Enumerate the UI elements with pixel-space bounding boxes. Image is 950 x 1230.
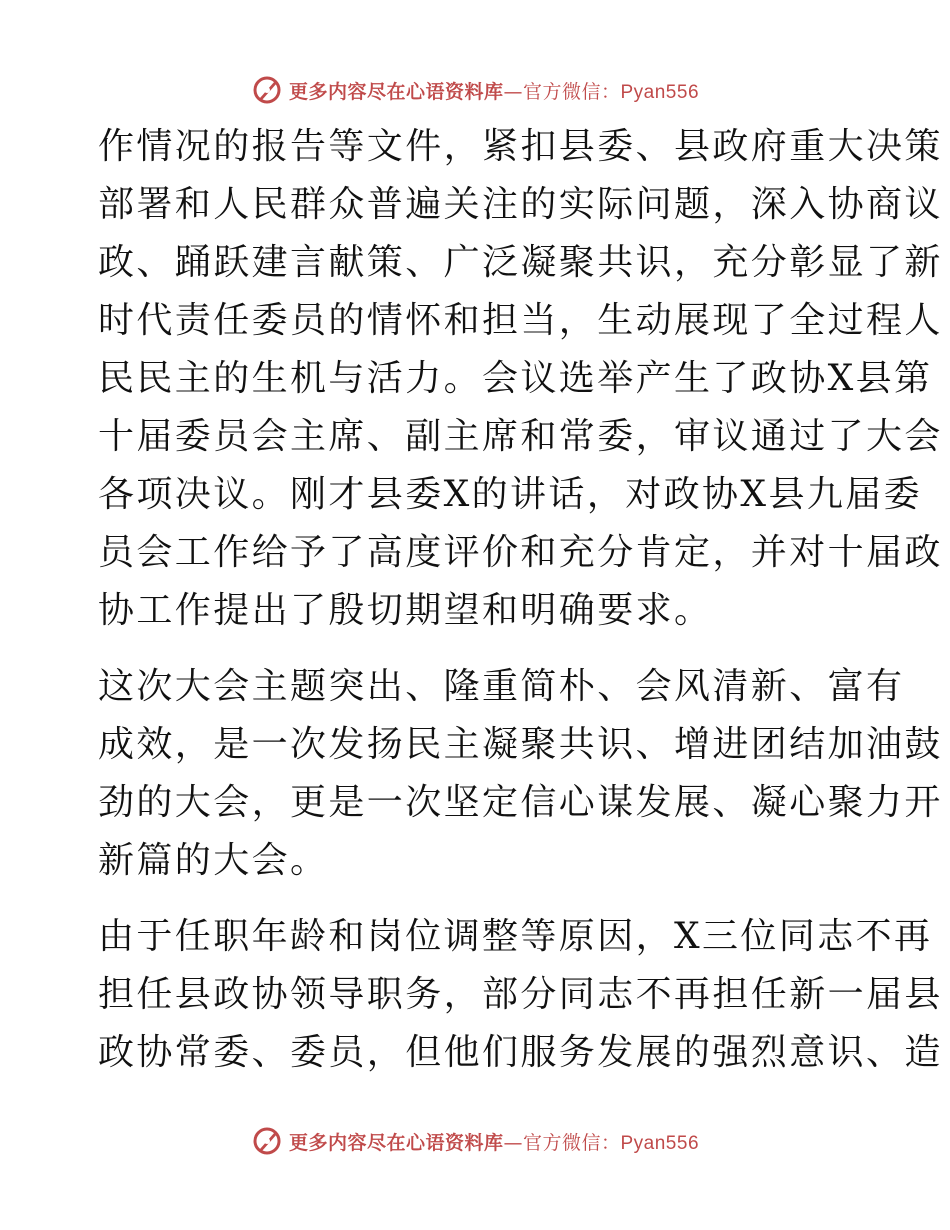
- text-line: 这次大会主题突出、隆重简朴、会风清新、富有: [98, 666, 905, 707]
- text-line: 十届委员会主席、副主席和常委，审议通过了大会: [98, 416, 943, 457]
- watermark-wechat-id: Pyan556: [620, 1132, 700, 1154]
- watermark-text: [289, 77, 699, 104]
- text-line: 作情况的报告等文件，紧扣县委、县政府重大决策: [98, 126, 943, 167]
- text-line: 劲的大会，更是一次坚定信心谋发展、凝心聚力开: [98, 782, 943, 823]
- text-line: 新篇的大会。: [98, 840, 329, 881]
- watermark-dash: —: [503, 80, 523, 103]
- text-line: 民民主的生机与活力。会议选举产生了政协X县第: [98, 358, 933, 399]
- text-line: 由于任职年龄和岗位调整等原因，X三位同志不再: [98, 916, 933, 957]
- watermark-wechat-label: 官方微信：: [522, 80, 621, 103]
- watermark-dash: —: [503, 1131, 523, 1154]
- text-line: 各项决议。刚才县委X的讲话，对政协X县九届委: [98, 474, 923, 515]
- quill-circle-logo-icon: [251, 1125, 283, 1157]
- watermark-brand: 更多内容尽在心语资料库: [288, 80, 504, 103]
- text-line: 担任县政协领导职务，部分同志不再担任新一届县: [98, 974, 943, 1015]
- paragraph: [98, 908, 943, 1082]
- text-line: 时代责任委员的情怀和担当，生动展现了全过程人: [98, 300, 943, 341]
- watermark-wechat-id: Pyan556: [620, 81, 700, 103]
- paragraph: [98, 118, 943, 640]
- footer-watermark: [0, 1121, 950, 1161]
- quill-circle-logo-icon: [251, 74, 283, 106]
- paragraph-spacer: [98, 890, 858, 908]
- text-line: 部署和人民群众普遍关注的实际问题，深入协商议: [98, 184, 943, 225]
- text-line: 员会工作给予了高度评价和充分肯定，并对十届政: [98, 532, 943, 573]
- text-line: 成效，是一次发扬民主凝聚共识、增进团结加油鼓: [98, 724, 943, 765]
- watermark-wechat-label: 官方微信：: [522, 1131, 621, 1154]
- text-line: 协工作提出了殷切期望和明确要求。: [98, 590, 713, 631]
- text-line: 政、踊跃建言献策、广泛凝聚共识，充分彰显了新: [98, 242, 943, 283]
- paragraph: [98, 658, 943, 890]
- document-body: [98, 118, 943, 1082]
- header-watermark: [0, 70, 950, 110]
- watermark-brand: 更多内容尽在心语资料库: [288, 1131, 504, 1154]
- text-line: 政协常委、委员，但他们服务发展的强烈意识、造: [98, 1032, 943, 1073]
- paragraph-spacer: [98, 640, 858, 658]
- watermark-text: [289, 1128, 699, 1155]
